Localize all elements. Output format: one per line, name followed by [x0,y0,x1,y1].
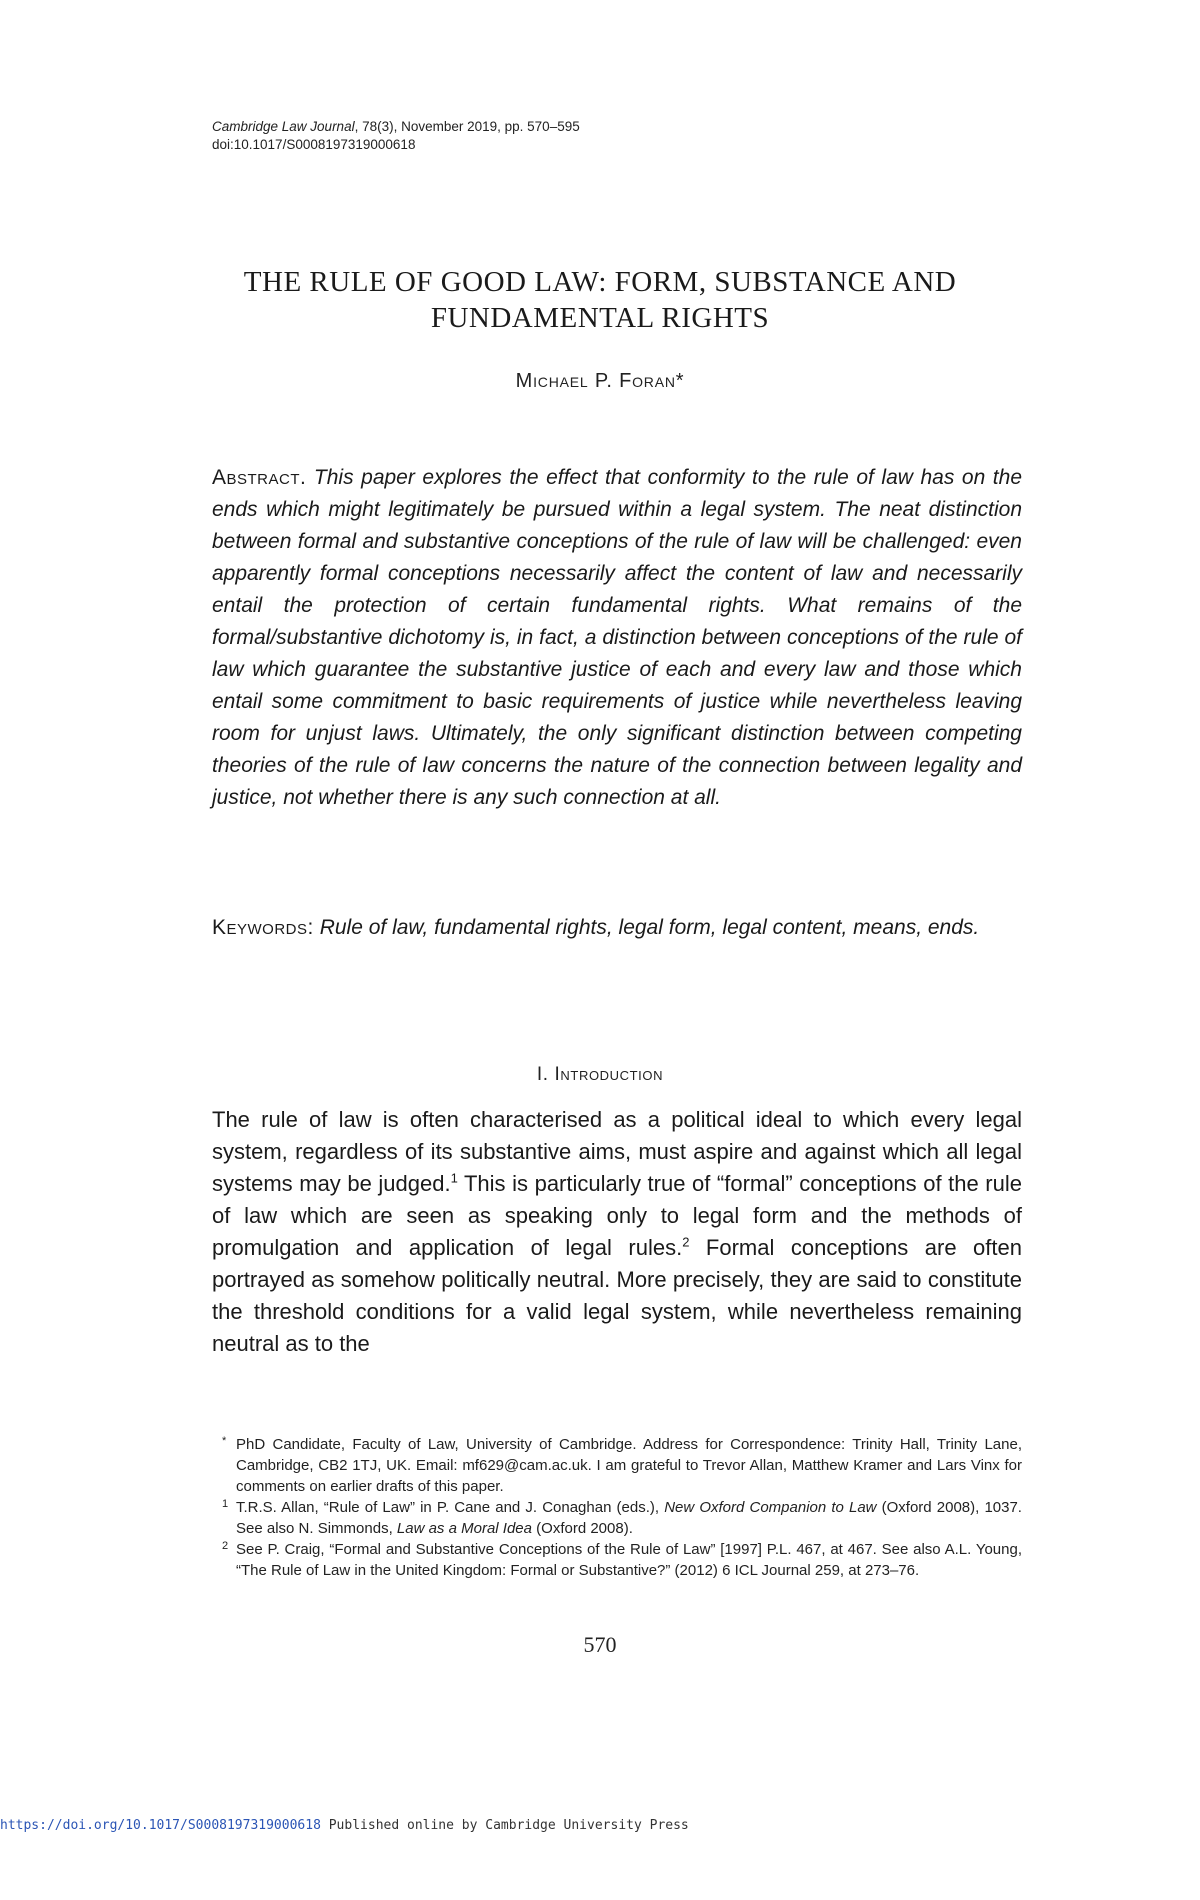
article-title [150,264,1050,336]
article-title-line-2: FUNDAMENTAL RIGHTS [430,302,770,334]
footnotes [212,1434,1022,1581]
footnote-author [212,1434,1022,1497]
doi-link[interactable]: https://doi.org/10.1017/S0008197319000618 [0,1818,321,1833]
footnote-text: (Oxford 2008), 1037. See also N. Simmonds, [236,1499,1022,1537]
footnote-italic-title: New Oxford Companion to Law [664,1499,877,1516]
footnote-ref-2[interactable]: 2 [682,1234,690,1250]
footnote-italic-title: Law as a Moral Idea [396,1520,532,1537]
journal-citation [212,118,812,154]
footnote-text: T.R.S. Allan, “Rule of Law” in P. Cane and J. Conaghan (eds.), [236,1499,665,1516]
article-title-line-1: THE RULE OF GOOD LAW: FORM, SUBSTANCE AND [243,266,957,298]
publisher-footer [0,1818,900,1833]
publisher-text: Published online by Cambridge University Press [320,1818,689,1833]
journal-citation-line [212,118,812,136]
footnote-mark: 2 [222,1540,229,1552]
journal-name: Cambridge Law Journal [212,119,355,134]
footnote-text: PhD Candidate, Faculty of Law, University of Cambridge. Address for Correspondence: Trinity Hall, Trinity Lane, Cambridge, CB2 1TJ, UK. Email: mf629@cam.ac.uk. I am grateful to Trevor Allan, Matthew Kramer and Lars Vinx for comments on earlier drafts of this paper. [236,1436,1022,1495]
journal-issue-details: , 78(3), November 2019, pp. 570–595 [354,119,580,134]
journal-doi: doi:10.1017/S0008197319000618 [212,137,416,152]
intro-text-part-1: The rule of law is often characterised as a political ideal to which every legal system, regardless of its substantive aims, must aspire and against which all legal systems may be judged. [212,1107,1022,1196]
keywords [212,912,1022,944]
introduction-paragraph [212,1104,1022,1360]
footnote-text: See P. Craig, “Formal and Substantive Conceptions of the Rule of Law” [1997] P.L. 467, at 467. See also A.L. Young, “The Rule of Law in the United Kingdom: Formal or Substantive?” (2012) 6 ICL Journal 259, at 273–76. [236,1541,1022,1579]
keywords-text: Rule of law, fundamental rights, legal form, legal content, means, ends. [319,916,980,939]
footnote-2 [212,1539,1022,1581]
footnote-text: (Oxford 2008). [531,1520,633,1537]
author-name: Michael P. Foran* [515,370,685,392]
footnote-mark: * [222,1435,227,1447]
abstract-text: This paper explores the effect that conformity to the rule of law has on the ends which might legitimately be pursued within a legal system. The neat distinction between formal and substantive conceptions of the rule of law will be challenged: even apparently formal conceptions necessarily affect the content of law and necessarily entail the protection of certain fundamental rights. What remains of the formal/substantive dichotomy is, in fact, a distinction between conceptions of the rule of law which guarantee the substantive justice of each and every law and those which entail some commitment to basic requirements of justice while nevertheless leaving room for unjust laws. Ultimately, the only significant distinction between competing theories of the rule of law concerns the nature of the connection between legality and justice, not whether there is any such connection at all. [212,466,1022,809]
intro-text-part-3: Formal conceptions are often portrayed as somehow politically neutral. More precisely, they are said to constitute the threshold conditions for a valid legal system, while nevertheless remaining neutral as to the [212,1235,1022,1356]
footnote-1 [212,1497,1022,1539]
intro-text-part-2: This is particularly true of “formal” conceptions of the rule of law which are seen as speaking only to legal form and the methods of promulgation and application of legal rules. [212,1171,1022,1260]
abstract [212,462,1022,814]
footnote-ref-1[interactable]: 1 [450,1170,458,1186]
abstract-label: Abstract. [212,466,307,489]
footnote-mark: 1 [222,1498,229,1510]
page-number: 570 [583,1632,617,1657]
section-heading: I. Introduction [536,1064,664,1085]
keywords-label: Keywords: [212,916,314,939]
